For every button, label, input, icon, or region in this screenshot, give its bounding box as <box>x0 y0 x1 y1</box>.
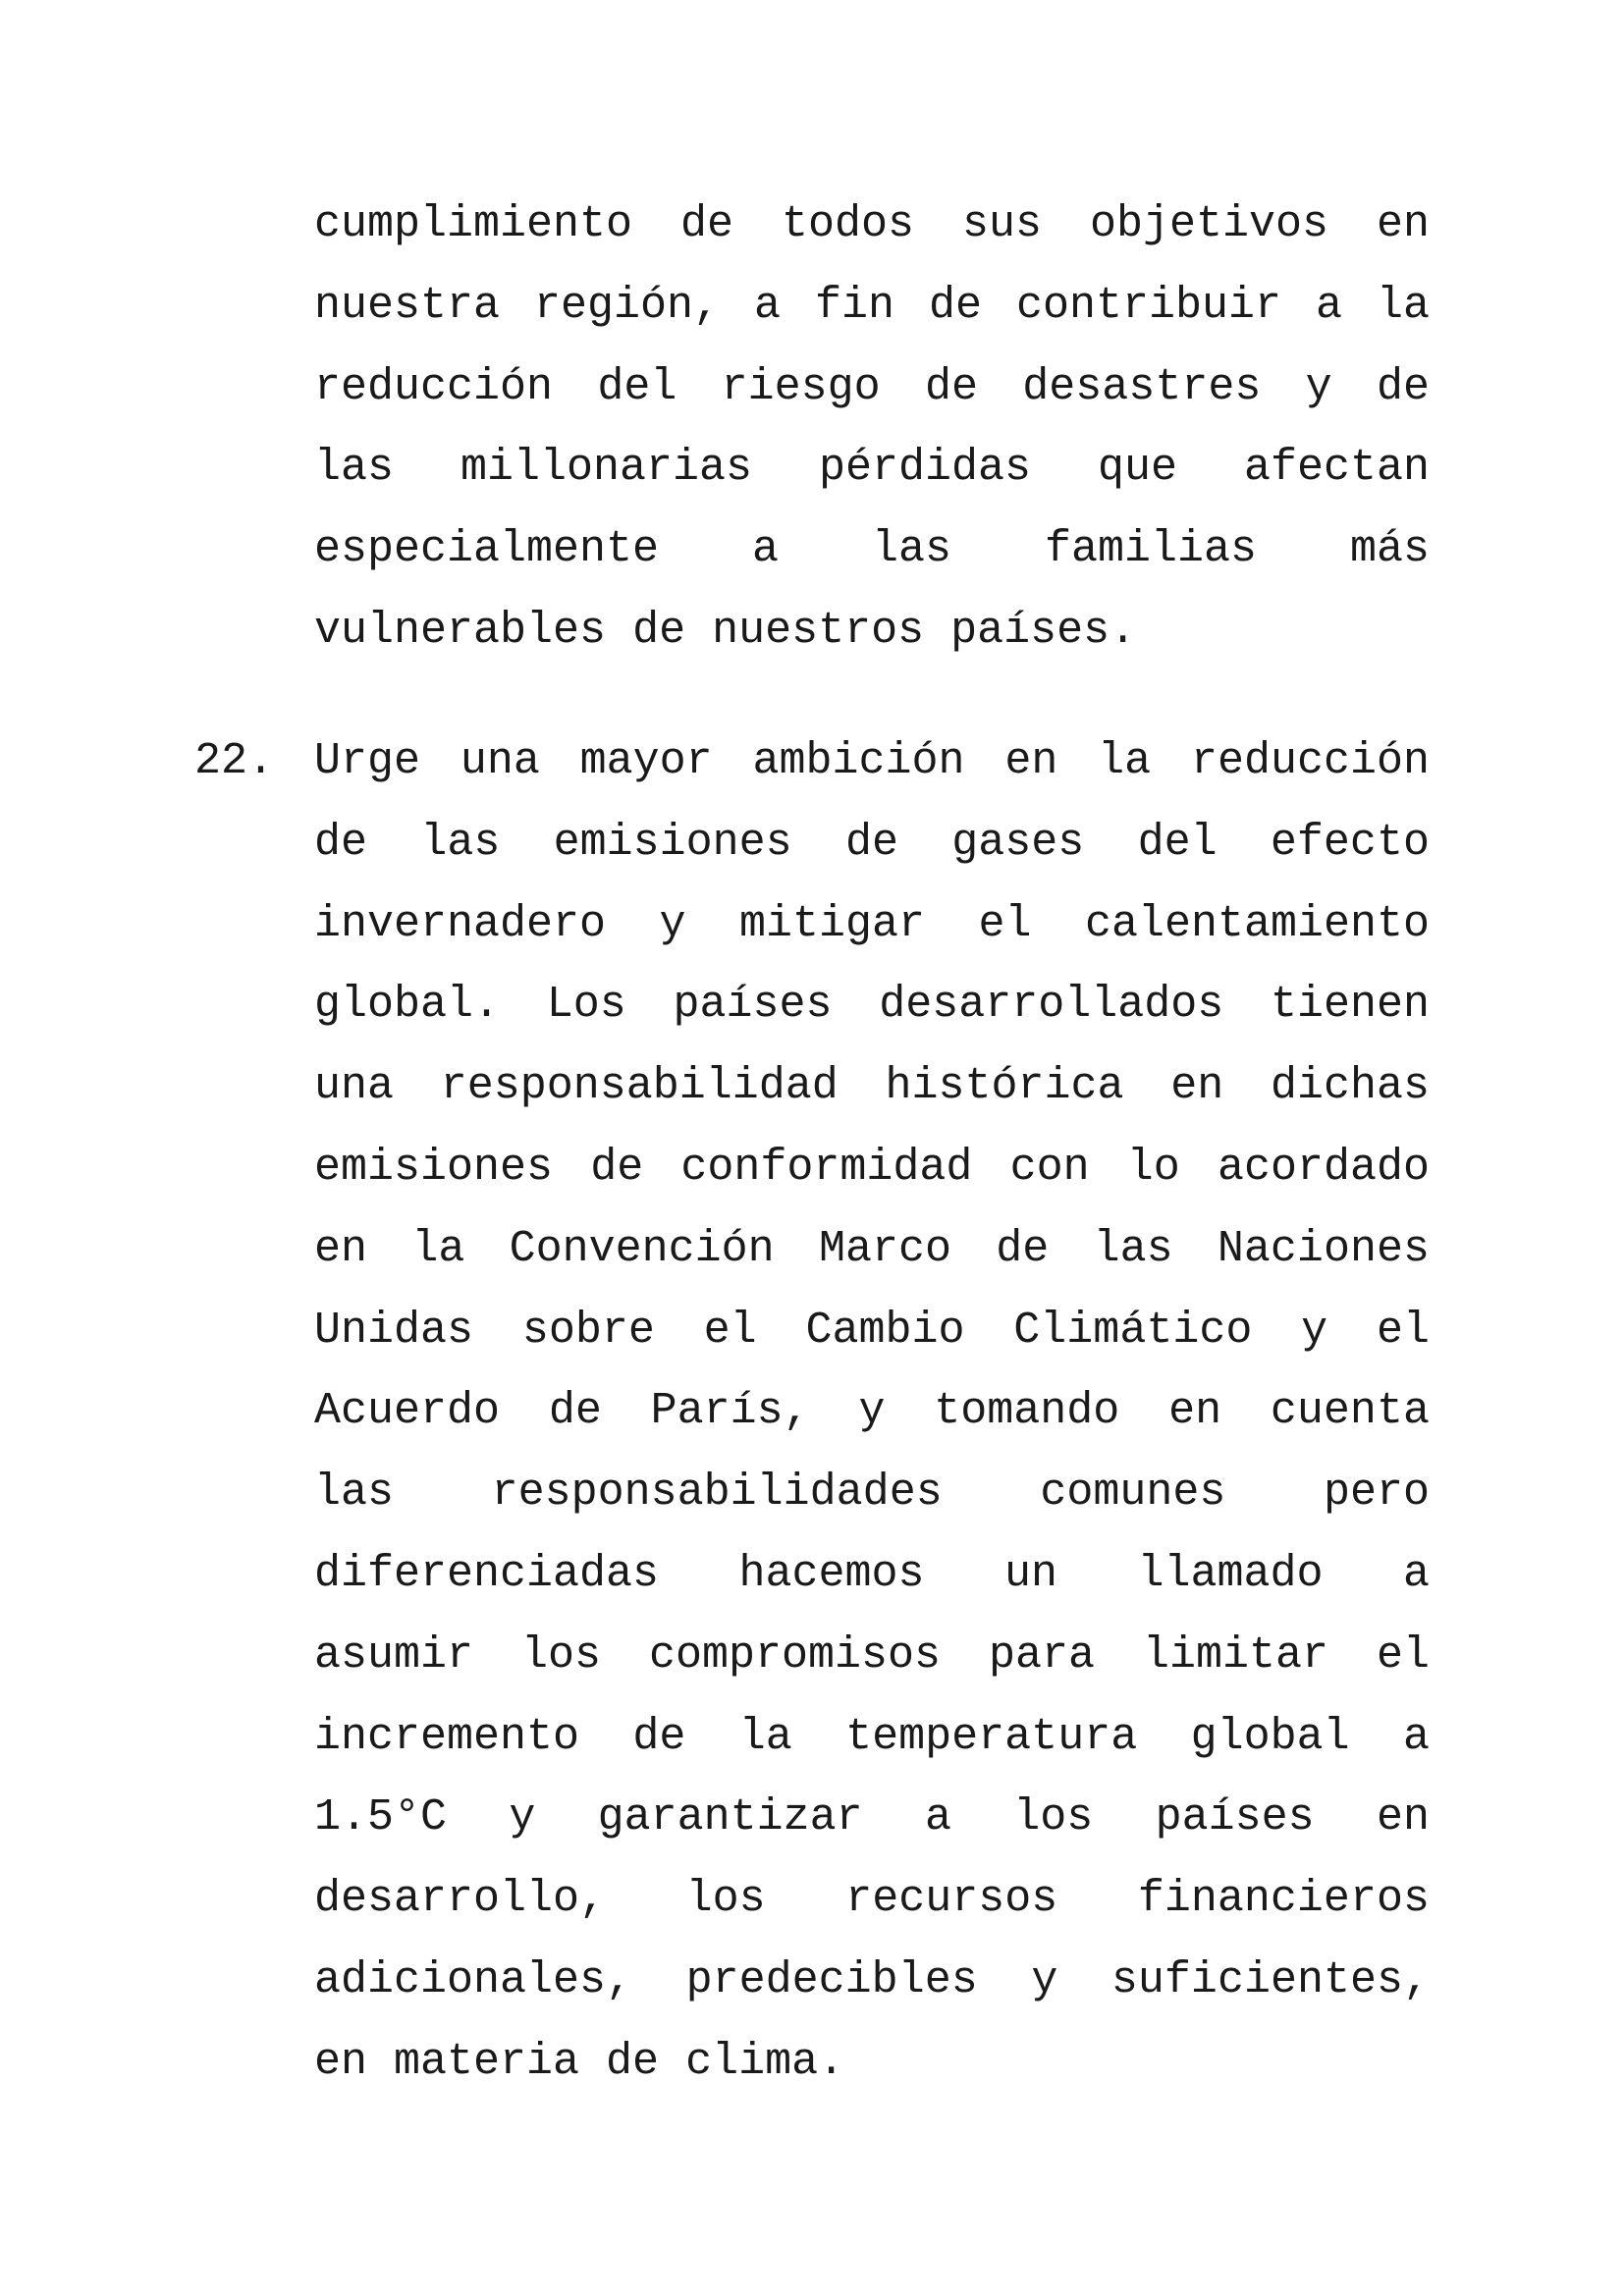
word: objetivos <box>1089 199 1328 249</box>
word: una <box>314 1061 395 1112</box>
word: financieros <box>1137 1874 1430 1925</box>
word: especialmente <box>314 524 660 575</box>
word: de <box>1376 361 1430 412</box>
word: Climático <box>1013 1305 1253 1356</box>
word: con <box>1009 1142 1090 1193</box>
word: reducción <box>1190 736 1430 786</box>
word: desarrollo, <box>314 1874 607 1925</box>
word: Naciones <box>1217 1223 1430 1274</box>
word: en <box>314 2036 368 2087</box>
word: global. <box>314 980 501 1031</box>
word: el <box>1376 1305 1430 1356</box>
word: de <box>606 2036 660 2087</box>
word: desastres <box>1022 361 1262 412</box>
word: conformidad <box>680 1142 973 1193</box>
text-line <box>314 1371 1430 1453</box>
word: Cambio <box>805 1305 965 1356</box>
text-line <box>314 266 1430 347</box>
word: todos <box>781 199 915 249</box>
word: a <box>1402 1548 1430 1599</box>
word: Los <box>546 980 626 1031</box>
text-line <box>314 2022 1430 2104</box>
word: temperatura <box>845 1711 1138 1762</box>
word: Convención <box>509 1223 775 1274</box>
word: Acuerdo <box>314 1386 501 1437</box>
word: los <box>1013 1792 1094 1843</box>
text-line <box>314 1534 1430 1616</box>
word: emisiones <box>553 817 792 868</box>
word: en <box>314 1223 368 1274</box>
word: la <box>738 1711 792 1762</box>
word: de <box>548 1386 602 1437</box>
word: a <box>752 524 780 575</box>
word: fin <box>814 280 894 331</box>
word: garantizar <box>597 1792 863 1843</box>
word: sobre <box>521 1305 655 1356</box>
word: y <box>509 1792 536 1843</box>
word: limitar <box>1142 1629 1328 1681</box>
word: la <box>1376 280 1430 331</box>
word: 1.5°C <box>314 1792 448 1843</box>
word: tomando <box>934 1386 1120 1437</box>
word: del <box>1137 817 1218 868</box>
word: gases <box>951 817 1085 868</box>
word: a <box>1402 1711 1430 1762</box>
word: los <box>685 1874 766 1925</box>
text-line <box>314 721 1430 803</box>
text-line <box>314 1209 1430 1291</box>
word: en <box>1004 736 1058 786</box>
word: de <box>844 817 898 868</box>
word: las <box>1093 1223 1173 1274</box>
word: llamado <box>1137 1548 1324 1599</box>
word: países <box>673 980 833 1031</box>
paragraph-number: 22. <box>194 736 275 786</box>
word: predecibles <box>685 1954 978 2005</box>
word: pérdidas <box>818 443 1032 494</box>
word: compromisos <box>648 1629 942 1681</box>
word: más <box>1349 524 1430 575</box>
text-line <box>314 1697 1430 1779</box>
word: ambición <box>752 736 965 786</box>
text-line <box>314 1941 1430 2022</box>
text-line <box>314 1046 1430 1128</box>
word: sus <box>961 199 1042 249</box>
text-line <box>314 591 1430 672</box>
word: Unidas <box>314 1305 474 1356</box>
text-line <box>314 428 1430 509</box>
word: Urge <box>314 736 421 786</box>
continued-paragraph <box>314 185 1430 672</box>
word: tienen <box>1270 980 1430 1031</box>
word: la <box>411 1223 465 1274</box>
word: a <box>754 280 782 331</box>
word: que <box>1097 443 1177 494</box>
word: los <box>520 1629 601 1681</box>
word: responsabilidad <box>440 1061 839 1112</box>
word: global <box>1190 1711 1350 1762</box>
word: diferenciadas <box>314 1548 660 1599</box>
word: incremento <box>314 1711 580 1762</box>
text-line <box>314 1128 1430 1209</box>
word: nuestros <box>712 605 925 656</box>
word: de <box>996 1223 1050 1274</box>
word: responsabilidades <box>491 1468 943 1519</box>
text-line <box>314 1859 1430 1941</box>
word: el <box>703 1305 757 1356</box>
word: calentamiento <box>1084 898 1430 949</box>
word: en <box>1170 1061 1224 1112</box>
word: del <box>597 361 677 412</box>
text-line <box>314 965 1430 1046</box>
word: de <box>928 280 982 331</box>
paragraph-22 <box>314 721 1430 2104</box>
word: y <box>659 898 686 949</box>
word: de <box>632 605 686 656</box>
word: mayor <box>579 736 713 786</box>
word: afectan <box>1243 443 1430 494</box>
word: de <box>314 817 368 868</box>
word: acordado <box>1217 1142 1430 1193</box>
word: materia <box>394 2036 580 2087</box>
word: pero <box>1323 1468 1430 1519</box>
text-line <box>314 347 1430 429</box>
word: mitigar <box>738 898 926 949</box>
word: y <box>1031 1954 1058 2005</box>
word: emisiones <box>314 1142 554 1193</box>
word: países <box>1155 1792 1315 1843</box>
word: las <box>314 1468 395 1519</box>
word: en <box>1168 1386 1222 1437</box>
word: efecto <box>1270 817 1430 868</box>
word: hacemos <box>738 1548 925 1599</box>
text-line <box>314 1778 1430 1859</box>
word: contribuir <box>1015 280 1281 331</box>
text-line <box>314 185 1430 266</box>
word: clima. <box>685 2036 845 2087</box>
text-line <box>314 1616 1430 1697</box>
word: región, <box>534 280 721 331</box>
word: Marco <box>818 1223 951 1274</box>
word: de <box>632 1711 686 1762</box>
word: las <box>420 817 501 868</box>
word: una <box>460 736 540 786</box>
word: invernadero <box>314 898 607 949</box>
word: adicionales, <box>314 1954 633 2005</box>
word: cuenta <box>1270 1386 1430 1437</box>
word: de <box>590 1142 644 1193</box>
text-line <box>314 1291 1430 1372</box>
word: desarrollados <box>879 980 1224 1031</box>
word: y <box>858 1386 886 1437</box>
word: y <box>1301 1305 1328 1356</box>
word: riesgo <box>721 361 881 412</box>
text-line <box>314 803 1430 884</box>
word: a <box>924 1792 951 1843</box>
word: en <box>1376 199 1430 249</box>
word: reducción <box>314 361 554 412</box>
text-line <box>314 884 1430 966</box>
word: nuestra <box>314 280 501 331</box>
word: cumplimiento <box>314 199 633 249</box>
word: la <box>1098 736 1152 786</box>
word: de <box>924 361 978 412</box>
word: para <box>988 1629 1095 1681</box>
word: vulnerables <box>314 605 607 656</box>
word: las <box>314 443 395 494</box>
text-line <box>314 509 1430 591</box>
word: dichas <box>1270 1061 1430 1112</box>
word: a <box>1315 280 1342 331</box>
word: París, <box>650 1386 810 1437</box>
word: recursos <box>845 1874 1058 1925</box>
word: y <box>1305 361 1332 412</box>
word: un <box>1004 1548 1058 1599</box>
word: países. <box>950 605 1137 656</box>
word: lo <box>1126 1142 1180 1193</box>
word: el <box>978 898 1032 949</box>
word: histórica <box>885 1061 1124 1112</box>
word: de <box>680 199 734 249</box>
word: millonarias <box>460 443 753 494</box>
word: asumir <box>314 1629 474 1681</box>
word: familias <box>1044 524 1257 575</box>
word: comunes <box>1040 1468 1226 1519</box>
word: el <box>1376 1629 1430 1681</box>
word: en <box>1376 1792 1430 1843</box>
word: suficientes, <box>1110 1954 1430 2005</box>
word: las <box>871 524 951 575</box>
text-line <box>314 1453 1430 1534</box>
